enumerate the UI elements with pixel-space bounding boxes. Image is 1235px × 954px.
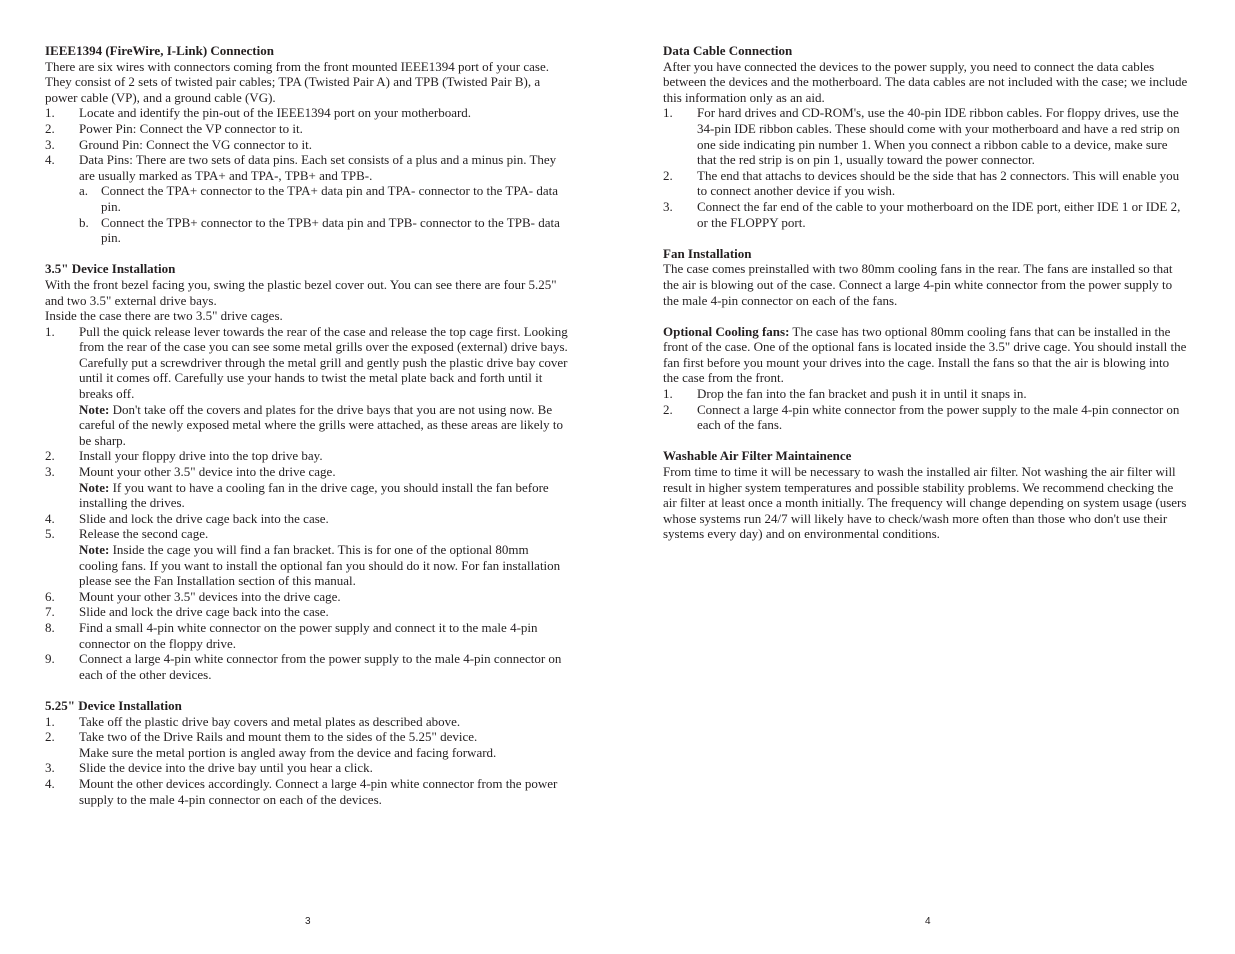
data-cable-intro: After you have connected the devices to the power supply, you need to connect the data cables between the devices and the motherboard. The data cables are not included with the case; we include this information only as an aid. [663,58,1188,105]
fan-section [663,246,1188,308]
sub-list-item: a. Connect the TPA+ connector to the TPA+ data pin and TPA- connector to the TPA- data pin. [79,183,558,214]
fan-heading: Fan Installation [663,245,752,261]
firewire-section [45,43,570,246]
list-item: 2. Connect a large 4-pin white connector from the power supply to the male 4-pin connector on each of the fans. [663,401,1180,433]
list-item: 1. For hard drives and CD-ROM's, use the 40-pin IDE ribbon cables. For floppy drives, use the 34-pin IDE ribbon cables. These should come with your motherboard and have a red strip on one side indicating pin number 1. When you connect a ribbon cable to a device, make sure that the red strip is on pin 1, usually toward the power connector. [663,105,1180,168]
data-cable-heading: Data Cable Connection [663,43,793,58]
left-page [45,43,570,823]
data-cable-steps [663,105,1188,230]
page-number-right: 4 [925,916,931,927]
bay35-section [45,261,570,682]
list-item: 1. Drop the fan into the fan bracket and push it in until it snaps in. [663,386,1027,402]
list-item: 2. Take two of the Drive Rails and mount them to the sides of the 5.25" device. Make sure the metal portion is angled away from the device and facing forward. [45,729,497,760]
firewire-heading: IEEE1394 (FireWire, I-Link) Connection [45,43,274,58]
filter-heading: Washable Air Filter Maintainence [663,448,852,464]
bay35-heading: 3.5" Device Installation [45,261,176,277]
list-item: 4. Mount the other devices accordingly. Connect a large 4-pin white connector from the power supply to the male 4-pin connector on each of the devices. [45,775,558,807]
optional-fans-label: Optional Cooling fans: [663,323,790,339]
optional-fans-section [663,324,1188,433]
filter-text: From time to time it will be necessary to wash the installed air filter. Not washing the air filter will result in higher system temperatures and possible stability problems. We recommend checking the air filter at least once a month initially. The frequency will change depending on system usage (users whose systems run 24/7 will likely have to check/wash more often than those who don't use their systems every day) and on environmental conditions. [663,464,1187,542]
bay525-section [45,698,570,807]
list-item: 4. Data Pins: There are two sets of data pins. Each set consists of a plus and a minus pin. They are usually marked as TPA+ and TPA-, TPB+ and TPB-. a. Connect the TPA+ connector to the TPA+ data pin and TPA- connector to the TPA- data pin. b. Connect the TPB+ connector to the TPB+ data pin and TPB- connector to the TPB- data pin. [45,152,570,246]
bay35-steps [45,324,570,683]
list-item: 4. Slide and lock the drive cage back into the case. [45,510,329,526]
optional-fans-text: Optional Cooling fans: The case has two optional 80mm cooling fans that can be installed in the front of the case. One of the optional fans is located inside the 3.5" drive cage. You should install the fan first before you mount your drives into the cage. Install the fans so that the air is blowing into the case from the front. [663,323,1187,386]
list-item: 2. The end that attachs to devices should be the side that has 2 connectors. This will enable you to connect another device if you wish. [663,167,1180,199]
note-label: Note: [79,401,110,417]
fan-text: The case comes preinstalled with two 80mm cooling fans in the rear. The fans are installed so that the air is blowing out of the case. Connect a large 4-pin white connector from the power supply to the male 4-pin connector on each of the fans. [663,261,1173,308]
list-item: 7. Slide and lock the drive cage back into the case. [45,604,329,620]
list-item: 3. Connect the far end of the cable to your motherboard on the IDE port, either IDE 1 or IDE 2, or the FLOPPY port. [663,198,1181,230]
list-item: 3. Slide the device into the drive bay until you hear a click. [45,760,373,776]
list-item: 8. Find a small 4-pin white connector on the power supply and connect it to the male 4-pin connector on the floppy drive. [45,619,538,651]
list-item: 1. Take off the plastic drive bay covers and metal plates as described above. [45,713,461,729]
firewire-steps [45,105,570,245]
list-item: 5. Release the second cage. Note: Inside the cage you will find a fan bracket. This is for one of the optional 80mm cooling fans. If you want to install the optional fan you should do it now. For fan installation please see the Fan Installation section of this manual. [45,526,561,589]
list-item: 3. Ground Pin: Connect the VG connector to it. [45,136,313,152]
filter-section [663,448,1188,542]
list-item: 2. Power Pin: Connect the VP connector to it. [45,120,303,136]
sub-list-item: b. Connect the TPB+ connector to the TPB+ data pin and TPB- connector to the TPB- data pin. [79,214,560,246]
list-item: 1. Locate and identify the pin-out of the IEEE1394 port on your motherboard. [45,105,472,121]
page-number-left: 3 [305,916,311,927]
list-item: 1. Pull the quick release lever towards the rear of the case and release the top cage first. Looking from the rear of the case you can see some metal grills over the exposed (external) drive bays. Carefully put a screwdriver through the metal grill and gently push the plastic drive bay cover until it comes off. Carefully use your hands to twist the metal plate back and forth until it breaks off. Note: Don't take off the covers and plates for the drive bays that you are not using now. Be careful of the newly exposed metal where the grills were attached, as these areas are likely to be sharp. [45,323,568,448]
bay525-heading: 5.25" Device Installation [45,697,182,713]
optional-fans-steps [663,386,1188,433]
list-item: 3. Mount your other 3.5" device into the drive cage. Note: If you want to have a cooling fan in the drive cage, you should install the fan before installing the drives. [45,464,549,511]
bay35-intro: With the front bezel facing you, swing the plastic bezel cover out. You can see there are four 5.25" and two 3.5" external drive bays. [45,276,557,308]
data-cable-section [663,43,1188,230]
list-item: 6. Mount your other 3.5" devices into the drive cage. [45,588,341,604]
data-pin-substeps [79,183,570,245]
right-page [663,43,1188,558]
firewire-intro: There are six wires with connectors coming from the front mounted IEEE1394 port of your case. They consist of 2 sets of twisted pair cables; TPA (Twisted Pair A) and TPB (Twisted Pair B), a power cable (VP), and a ground cable (VG). [45,58,549,105]
note-label: Note: [79,479,110,495]
note-label: Note: [79,542,110,557]
list-item: 9. Connect a large 4-pin white connector from the power supply to the male 4-pin connector on each of the other devices. [45,651,562,682]
bay525-steps [45,714,570,808]
list-item: 2. Install your floppy drive into the top drive bay. [45,448,323,464]
bay35-intro-cages: Inside the case there are two 3.5" drive cages. [45,308,283,324]
